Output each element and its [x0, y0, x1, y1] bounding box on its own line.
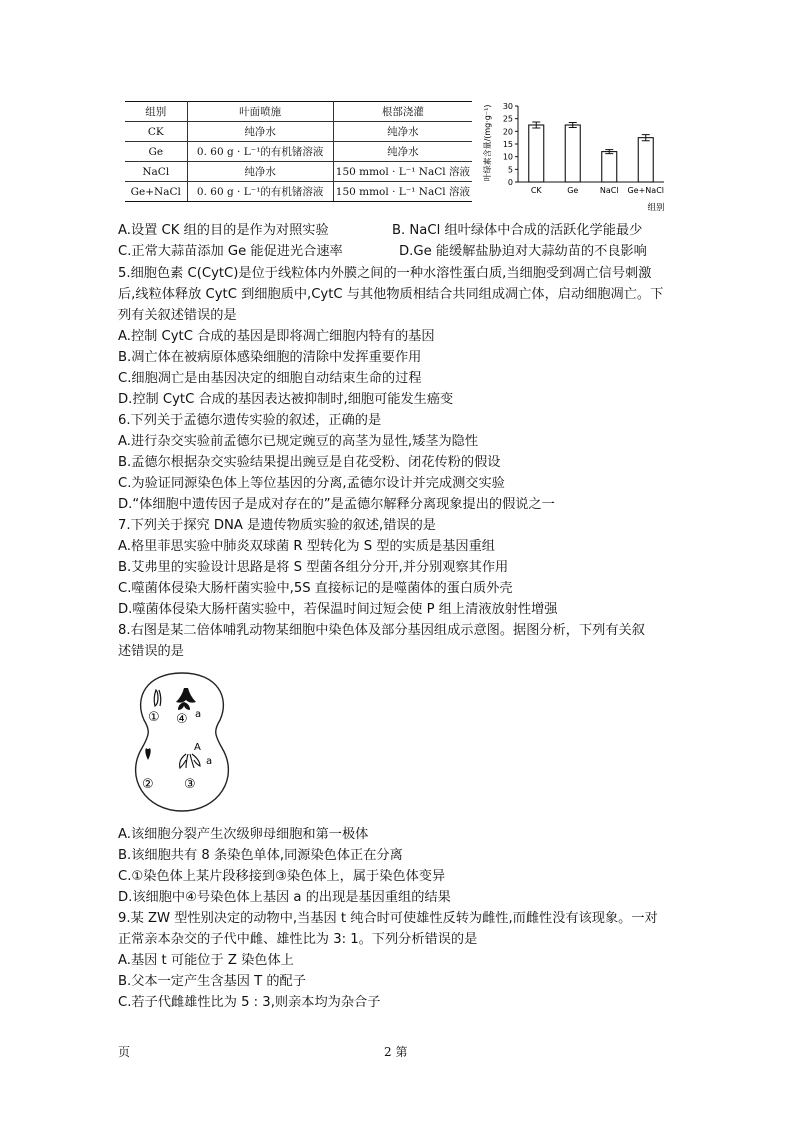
q7-option: D.噬菌体侵染大肠杆菌实验中，若保温时间过短会使 P 组上清液放射性增强 [118, 602, 558, 617]
q5-stem-line: 列有关叙述错误的是 [118, 308, 237, 323]
table-cell: 0. 60 g · L⁻¹的有机锗溶液 [187, 182, 333, 202]
gene-label-a-lower: a [206, 756, 213, 767]
table-header-row [125, 102, 472, 122]
q7-option: A.格里菲思实验中肺炎双球菌 R 型转化为 S 型的实质是基因重组 [118, 539, 495, 554]
bar [602, 152, 617, 182]
footer-page-number: 2 第 [384, 1045, 408, 1059]
y-tick-label: 10 [502, 152, 513, 162]
x-tick-label: Ge [567, 186, 579, 195]
q4-option-c: C.正常大蒜苗添加 Ge 能促进光合速率 [118, 244, 343, 259]
q6-stem: 6.下列关于孟德尔遗传实验的叙述，正确的是 [118, 413, 382, 428]
q8-stem-line: 述错误的是 [118, 644, 184, 659]
table-row [125, 182, 472, 202]
table-row [125, 122, 472, 142]
q9-option: B.父本一定产生含基因 T 的配子 [118, 974, 306, 989]
q4-option-d: D.Ge 能缓解盐胁迫对大蒜幼苗的不良影响 [399, 244, 647, 259]
y-ticks [503, 102, 518, 187]
bar [638, 138, 653, 182]
bars [529, 122, 654, 182]
q6-option: D.“体细胞中遗传因子是成对存在的”是孟德尔解释分离现象提出的假说之一 [118, 497, 555, 512]
chromosome-label-2: ② [142, 777, 154, 792]
chromosome-label-4: ③ [184, 777, 196, 792]
q9-option: C.若子代雌雄性比为 5 : 3,则亲本均为杂合子 [118, 995, 381, 1010]
x-tick-label: CK [530, 186, 542, 195]
table-cell: Ge [125, 142, 187, 162]
chromosome-2 [145, 748, 150, 760]
table-header-cell: 组别 [125, 102, 187, 122]
table-cell: Ge+NaCl [125, 182, 187, 202]
table-cell: 纯净水 [333, 122, 472, 142]
q8-option: C.①染色体上某片段移接到③染色体上，属于染色体变异 [118, 869, 446, 884]
q8-option: D.该细胞中④号染色体上基因 a 的出现是基因重组的结果 [118, 890, 451, 905]
y-tick-label: 0 [507, 178, 513, 187]
chromosome-1 [154, 690, 161, 706]
bar [529, 125, 544, 182]
x-axis-label: 组别 [647, 203, 665, 213]
gene-label-a-upper: a [195, 709, 202, 720]
table-header-cell: 叶面喷施 [187, 102, 333, 122]
q7-option: C.噬菌体侵染大肠杆菌实验中,5S 直接标记的是噬菌体的蛋白质外壳 [118, 581, 513, 596]
table-row [125, 142, 472, 162]
experiment-table [125, 101, 472, 202]
q5-option: B.凋亡体在被病原体感染细胞的清除中发挥重要作用 [118, 350, 422, 365]
q9-option: A.基因 t 可能位于 Z 染色体上 [118, 953, 294, 968]
q7-option: B.艾弗里的实验设计思路是将 S 型菌各组分分开,并分别观察其作用 [118, 560, 509, 575]
y-tick-label: 5 [507, 165, 513, 175]
chlorophyll-bar-chart [478, 98, 678, 214]
q8-option: B.该细胞共有 8 条染色单体,同源染色体正在分离 [118, 848, 403, 863]
q5-option: D.控制 CytC 合成的基因表达被抑制时,细胞可能发生癌变 [118, 392, 454, 407]
chromosome-4 [180, 754, 200, 768]
x-tick-label: Ge+NaCl [627, 186, 665, 195]
y-tick-label: 25 [502, 114, 513, 124]
table-cell: 纯净水 [187, 122, 333, 142]
y-tick-label: 20 [502, 127, 513, 137]
table-cell: 0. 60 g · L⁻¹的有机锗溶液 [187, 142, 333, 162]
table-cell: 纯净水 [187, 162, 333, 182]
x-tick-label: NaCl [599, 186, 619, 195]
chromosome-3 [176, 688, 196, 710]
q7-stem: 7.下列关于探究 DNA 是遗传物质实验的叙述,错误的是 [118, 518, 436, 533]
table-cell: NaCl [125, 162, 187, 182]
q4-option-b: B. NaCl 组叶绿体中合成的活跃化学能最少 [392, 223, 643, 238]
bar [565, 125, 580, 182]
q4-option-a: A.设置 CK 组的目的是作为对照实验 [118, 223, 329, 238]
gene-label-A: A [194, 742, 201, 753]
q6-option: B.孟德尔根据杂交实验结果提出豌豆是自花受粉、闭花传粉的假设 [118, 455, 501, 470]
cell-division-figure [118, 668, 246, 816]
table-cell: 150 mmol · L⁻¹ NaCl 溶液 [333, 162, 472, 182]
q5-option: A.控制 CytC 合成的基因是即将凋亡细胞内特有的基因 [118, 329, 435, 344]
table-cell: 纯净水 [333, 142, 472, 162]
x-tick-labels [531, 186, 664, 195]
table-header-cell: 根部浇灌 [333, 102, 472, 122]
footer-left: 页 [118, 1045, 131, 1059]
q5-option: C.细胞凋亡是由基因决定的细胞自动结束生命的过程 [118, 371, 422, 386]
q9-stem-line: 正常亲本杂交的子代中雌、雄性比为 3: 1。下列分析错误的是 [118, 932, 478, 947]
table-cell: CK [125, 122, 187, 142]
table-row [125, 162, 472, 182]
table-cell: 150 mmol · L⁻¹ NaCl 溶液 [333, 182, 472, 202]
y-tick-label: 15 [502, 140, 513, 149]
q5-stem-line: 后,线粒体释放 CytC 到细胞质中,CytC 与其他物质相结合共同组成凋亡体，启动细胞凋亡。下 [118, 287, 664, 302]
chromosome-label-1: ① [148, 710, 160, 725]
q6-option: C.为验证同源染色体上等位基因的分离,孟德尔设计并完成测交实验 [118, 476, 505, 491]
q9-stem-line: 9.某 ZW 型性别决定的动物中,当基因 t 纯合时可使雄性反转为雌性,而雌性没有该现象。一对 [118, 911, 658, 926]
q8-stem-line: 8.右图是某二倍体哺乳动物某细胞中染色体及部分基因组成示意图。据图分析，下列有关叙 [118, 623, 645, 638]
q6-option: A.进行杂交实验前孟德尔已规定豌豆的高茎为显性,矮茎为隐性 [118, 434, 479, 449]
y-axis-label: 叶绿素含量/(mg·g⁻¹) [483, 104, 492, 182]
q5-stem-line: 5.细胞色素 C(CytC)是位于线粒体内外膜之间的一种水溶性蛋白质,当细胞受到凋亡信号刺激 [118, 266, 652, 281]
q8-option: A.该细胞分裂产生次级卵母细胞和第一极体 [118, 827, 369, 842]
y-tick-label: 30 [502, 102, 513, 111]
chromosome-label-3: ④ [176, 712, 188, 727]
